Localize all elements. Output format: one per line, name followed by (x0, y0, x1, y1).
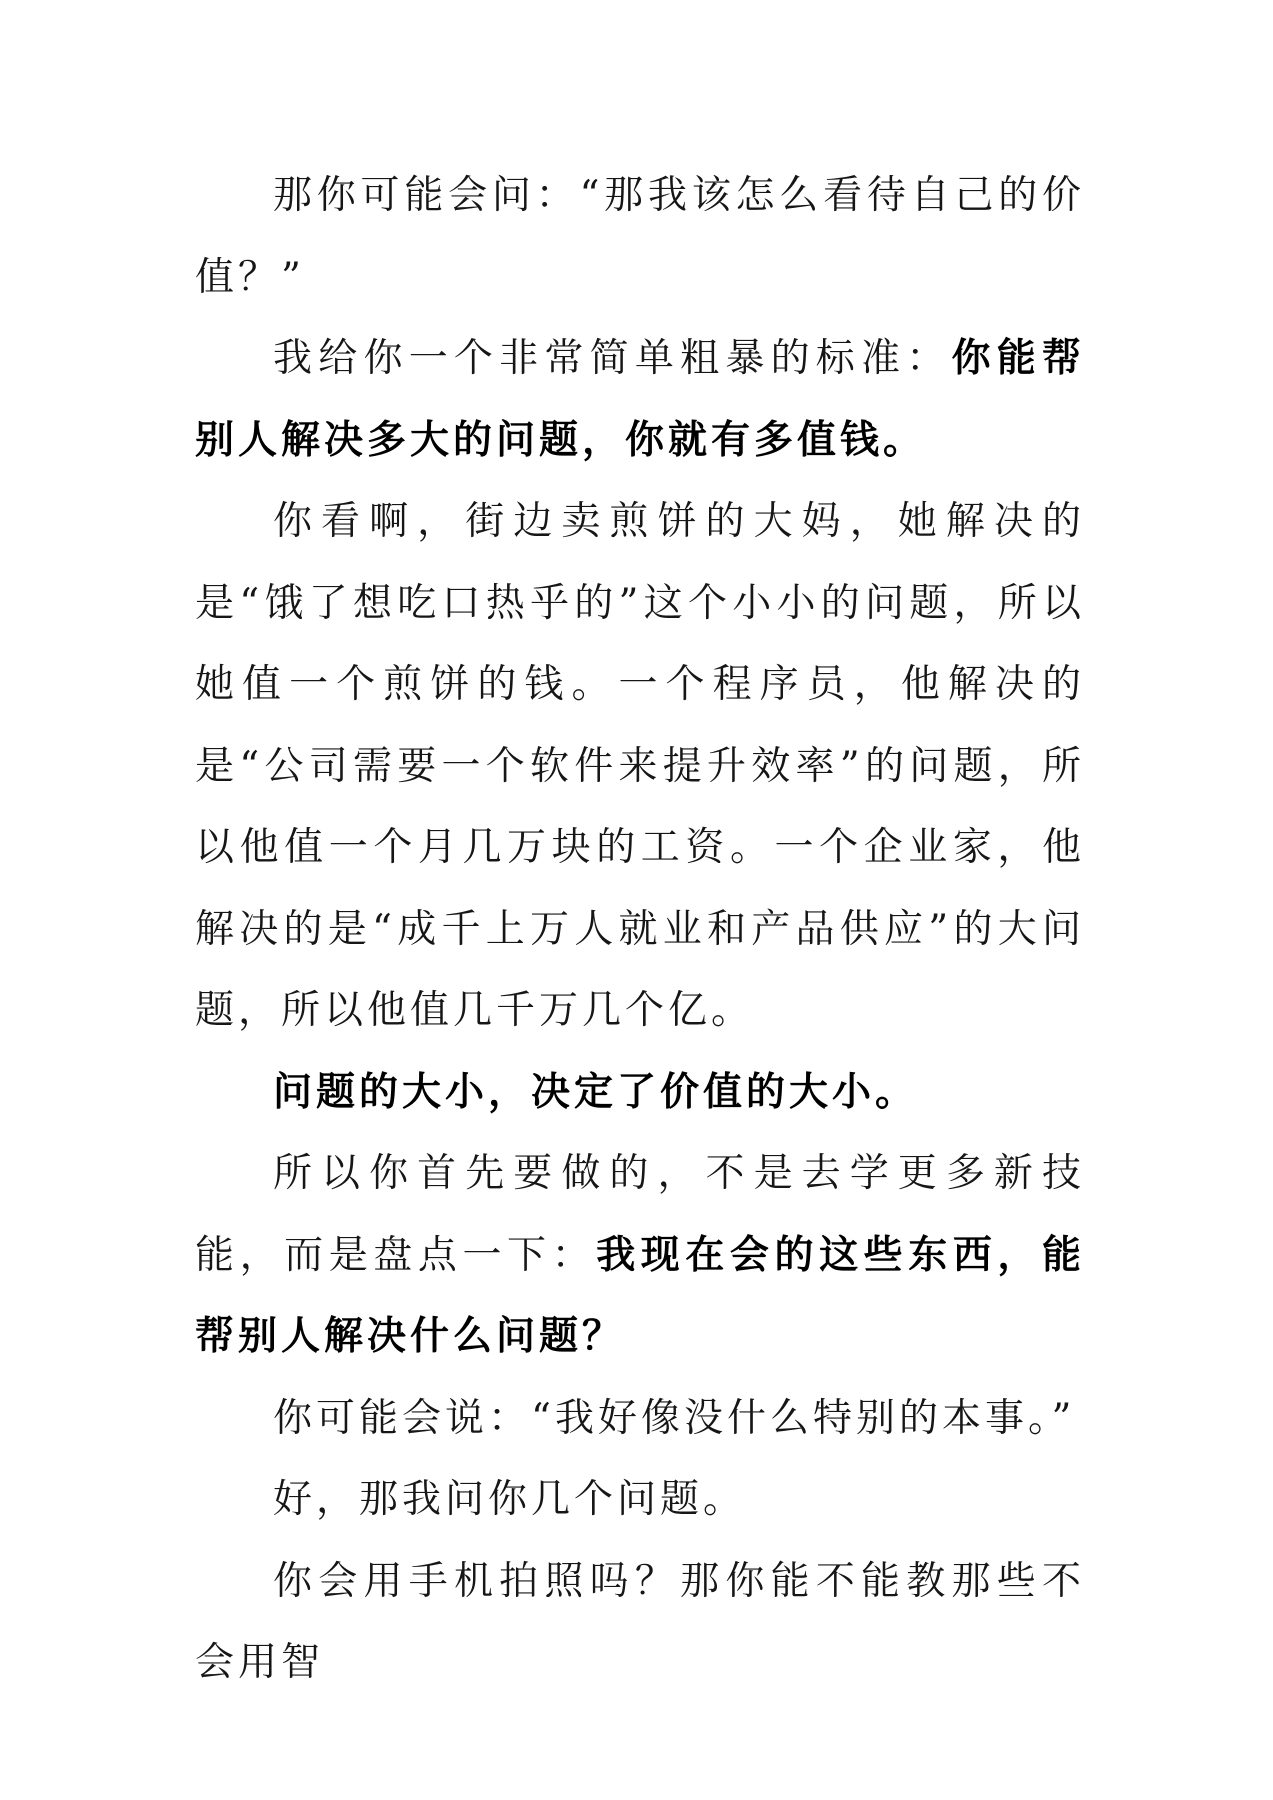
text-segment: 好，那我问你几个问题。 (273, 1477, 747, 1522)
paragraph-7 (195, 1459, 1085, 1541)
paragraph-6 (195, 1378, 1085, 1460)
text-segment: 那你可能会问：“那我该怎么看待自己的价值？” (195, 173, 1085, 300)
paragraph-3 (195, 481, 1085, 1052)
bold-text-segment: 问题的大小，决定了价值的大小。 (273, 1069, 919, 1115)
text-segment: 你会用手机拍照吗？那你能不能教那些不会用智 (195, 1558, 1085, 1685)
paragraph-1 (195, 155, 1085, 318)
bold-text-segment: 你能帮别人解决多大的问题，你就有多值钱。 (195, 336, 1085, 463)
paragraph-2 (195, 318, 1085, 481)
bold-text-segment: 我现在会的这些东西，能帮别人解决什么问题？ (195, 1232, 1085, 1359)
paragraph-4 (195, 1052, 1085, 1134)
document-page (195, 155, 1085, 1704)
paragraph-8 (195, 1541, 1085, 1704)
text-segment: 我给你一个非常简单粗暴的标准： (273, 336, 952, 381)
text-segment: 你看啊，街边卖煎饼的大妈，她解决的是“饿了想吃口热乎的”这个小小的问题，所以她值一个煎饼的钱。一个程序员，他解决的是“公司需要一个软件来提升效率”的问题，所以他值一个月几万块的工资。一个企业家，他解决的是“成千上万人就业和产品供应”的大问题，所以他值几千万几个亿。 (195, 499, 1085, 1033)
text-segment: 所以你首先要做的，不是去学更多新技能，而是盘点一下： (195, 1151, 1085, 1278)
paragraph-5 (195, 1133, 1085, 1378)
text-segment: 你可能会说：“我好像没什么特别的本事。” (273, 1395, 1076, 1441)
